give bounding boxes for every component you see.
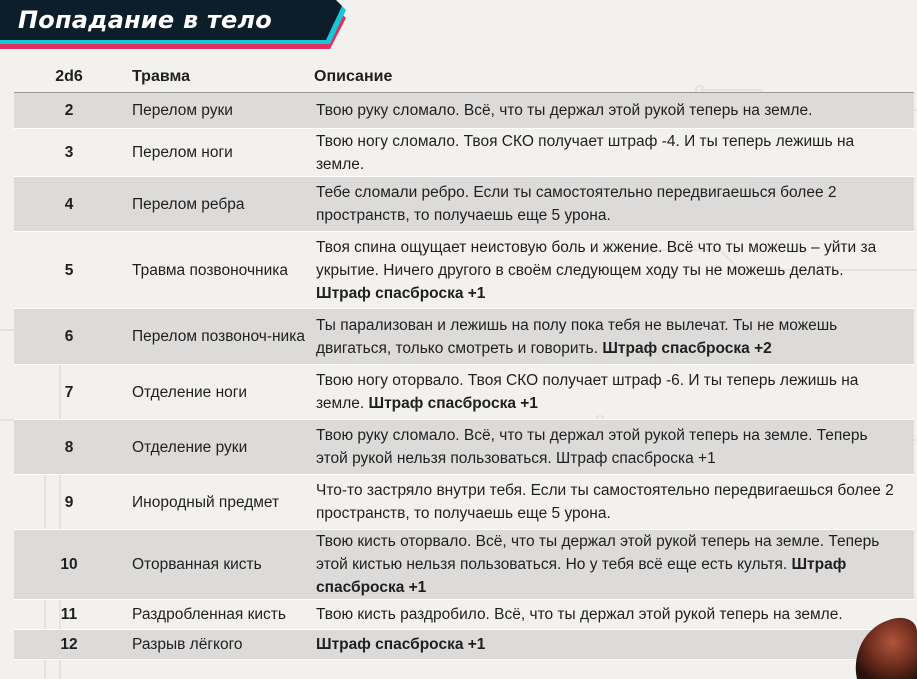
header-roll: 2d6 (14, 64, 124, 93)
table-row (14, 420, 914, 475)
title-banner (0, 0, 350, 49)
table-row (14, 232, 914, 309)
injury-cell: Перелом ребра (124, 177, 314, 232)
save-penalty-text: Штраф спасброска +1 (368, 395, 538, 412)
description-cell (314, 420, 914, 475)
injury-cell: Раздробленная кисть (124, 600, 314, 630)
description-text: Твою руку сломало. Всё, что ты держал этой рукой теперь на земле. Теперь этой рукой нельзя пользоваться. Штраф спасброска +1 (316, 427, 868, 467)
description-cell (314, 93, 914, 129)
table-row (14, 530, 914, 600)
description-text: Ты парализован и лежишь на полу пока тебя не вылечат. Ты не можешь двигаться, только смотреть и говорить. (316, 316, 838, 357)
description-text: Твою кисть раздробило. Всё, что ты держал этой рукой теперь на земле. (316, 606, 843, 623)
roll-cell: 10 (14, 530, 124, 600)
table-row (14, 475, 914, 530)
save-penalty-text: Штраф спасброска +1 (316, 636, 486, 653)
roll-cell: 5 (14, 232, 124, 309)
table-header-row (14, 64, 914, 93)
description-cell (314, 309, 914, 365)
roll-cell: 9 (14, 475, 124, 530)
description-text: Твою кисть оторвало. Всё, что ты держал этой рукой теперь на земле. Теперь этой кистью нельзя пользоваться. Но у тебя всё еще есть культя. (316, 533, 880, 573)
roll-cell: 4 (14, 177, 124, 232)
roll-cell: 2 (14, 93, 124, 129)
description-cell (314, 365, 914, 420)
page-title: Попадание в тело (18, 6, 272, 34)
injury-cell: Травма позвоночника (124, 232, 314, 309)
roll-cell: 7 (14, 365, 124, 420)
description-text: Твою ногу сломало. Твоя СКО получает штраф -4. И ты теперь лежишь на земле. (316, 132, 855, 173)
header-injury: Травма (124, 64, 314, 93)
description-text: Тебе сломали ребро. Если ты самостоятельно передвигаешься более 2 пространств, то получаешь еще 5 урона. (316, 184, 837, 224)
roll-cell: 8 (14, 420, 124, 475)
description-cell (314, 630, 914, 660)
table-row (14, 93, 914, 129)
roll-cell: 3 (14, 129, 124, 177)
roll-cell: 11 (14, 600, 124, 630)
injury-cell: Отделение руки (124, 420, 314, 475)
header-description: Описание (314, 64, 914, 93)
roll-cell: 6 (14, 309, 124, 365)
table-row (14, 309, 914, 365)
injury-cell: Разрыв лёгкого (124, 630, 314, 660)
injury-cell: Оторванная кисть (124, 530, 314, 600)
table-row (14, 600, 914, 630)
table-row (14, 129, 914, 177)
save-penalty-text: Штраф спасброска +1 (316, 556, 847, 596)
table-row (14, 177, 914, 232)
character-art-fragment (847, 607, 917, 679)
table-row (14, 365, 914, 420)
description-cell (314, 177, 914, 232)
injury-table (14, 64, 914, 660)
description-cell (314, 530, 914, 600)
description-cell (314, 475, 914, 530)
save-penalty-text: Штраф спасброска +1 (316, 284, 486, 302)
description-text: Что-то застряло внутри тебя. Если ты самостоятельно передвигаешься более 2 пространств, то получаешь еще 5 урона. (316, 482, 894, 522)
injury-cell: Перелом ноги (124, 129, 314, 177)
description-text: Твоя спина ощущает неистовую боль и жжение. Всё что ты можешь – уйти за укрытие. Ничего другого в своём следующем ходу ты не можешь делать. (316, 238, 877, 279)
table-row (14, 630, 914, 660)
description-text: Твою ногу оторвало. Твоя СКО получает штраф -6. И ты теперь лежишь на земле. (316, 372, 859, 412)
injury-cell: Перелом позвоноч-ника (124, 309, 314, 365)
description-cell (314, 129, 914, 177)
save-penalty-text: Штраф спасброска +2 (602, 339, 772, 357)
injury-cell: Отделение ноги (124, 365, 314, 420)
description-cell (314, 232, 914, 309)
injury-cell: Перелом руки (124, 93, 314, 129)
roll-cell: 12 (14, 630, 124, 660)
description-text: Твою руку сломало. Всё, что ты держал этой рукой теперь на земле. (316, 102, 813, 119)
description-cell (314, 600, 914, 630)
injury-cell: Инородный предмет (124, 475, 314, 530)
